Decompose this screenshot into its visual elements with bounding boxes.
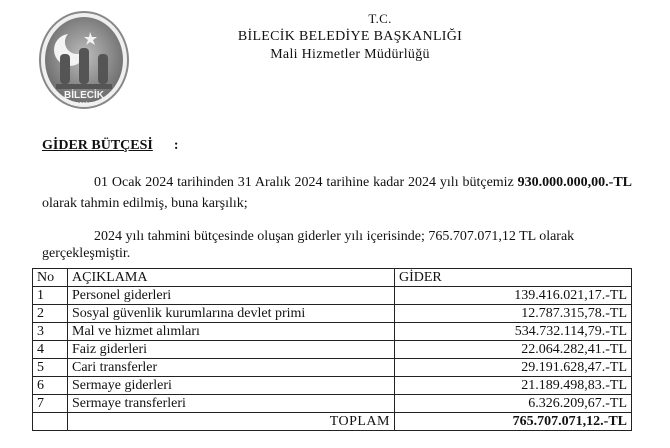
- total-blank-cell: [33, 413, 68, 431]
- table-total-row: [33, 413, 632, 431]
- row-amount: 29.191.628,47.-TL: [395, 359, 632, 377]
- row-description: Sermaye giderleri: [68, 377, 395, 395]
- header-tc: T.C.: [368, 11, 392, 26]
- expense-table: [32, 268, 632, 431]
- row-no: 6: [33, 377, 68, 395]
- section-title-colon: :: [173, 138, 179, 153]
- header-amount: GİDER: [395, 269, 632, 287]
- table-header-row: [33, 269, 632, 287]
- row-no: 4: [33, 341, 68, 359]
- row-amount: 22.064.282,41.-TL: [395, 341, 632, 359]
- header-no: No: [33, 269, 68, 287]
- section-title-text: GİDER BÜTÇESİ: [42, 138, 153, 153]
- total-amount: 765.707.071,12.-TL: [395, 413, 632, 431]
- row-amount: 534.732.114,79.-TL: [395, 323, 632, 341]
- table-row: [33, 377, 632, 395]
- table-row: [33, 359, 632, 377]
- row-description: Cari transferler: [68, 359, 395, 377]
- logo-subtext: BELEDİYESİ: [70, 101, 98, 106]
- row-amount: 12.787.315,78.-TL: [395, 305, 632, 323]
- row-description: Faiz giderleri: [68, 341, 395, 359]
- row-amount: 21.189.498,83.-TL: [395, 377, 632, 395]
- table-row: [33, 305, 632, 323]
- row-description: Sosyal güvenlik kurumlarına devlet primi: [68, 305, 395, 323]
- table-row: [33, 287, 632, 305]
- paragraph1-text-b: olarak tahmin edilmiş, buna karşılık;: [42, 196, 248, 211]
- table-row: [33, 395, 632, 413]
- total-label: TOPLAM: [68, 413, 395, 431]
- table-row: [33, 341, 632, 359]
- row-no: 5: [33, 359, 68, 377]
- row-no: 1: [33, 287, 68, 305]
- row-description: Mal ve hizmet alımları: [68, 323, 395, 341]
- section-title: [42, 138, 179, 154]
- paragraph1-text-a: 01 Ocak 2024 tarihinden 31 Aralık 2024 tarihine kadar 2024 yılı bütçemiz: [94, 175, 518, 190]
- municipality-logo: [38, 10, 130, 110]
- budget-amount: 930.000.000,00.-TL: [517, 175, 632, 190]
- table-row: [33, 323, 632, 341]
- row-description: Personel giderleri: [68, 287, 395, 305]
- header-description: AÇIKLAMA: [68, 269, 395, 287]
- row-no: 3: [33, 323, 68, 341]
- row-amount: 139.416.021,17.-TL: [395, 287, 632, 305]
- row-description: Sermaye transferleri: [68, 395, 395, 413]
- paragraph2-text: 2024 yılı tahmini bütçesinde oluşan giderler yılı içerisinde; 765.707.071,12 TL olarak gerçekleşmiştir.: [42, 229, 575, 261]
- document-header: [170, 10, 530, 64]
- row-no: 2: [33, 305, 68, 323]
- budget-paragraph: [42, 172, 632, 214]
- header-department: Mali Hizmetler Müdürlüğü: [270, 47, 430, 62]
- row-no: 7: [33, 395, 68, 413]
- row-amount: 6.326.209,67.-TL: [395, 395, 632, 413]
- header-institution: BİLECİK BELEDİYE BAŞKANLIĞI: [237, 29, 463, 44]
- realized-paragraph: [42, 228, 642, 262]
- logo-text: BİLECİK: [64, 90, 104, 101]
